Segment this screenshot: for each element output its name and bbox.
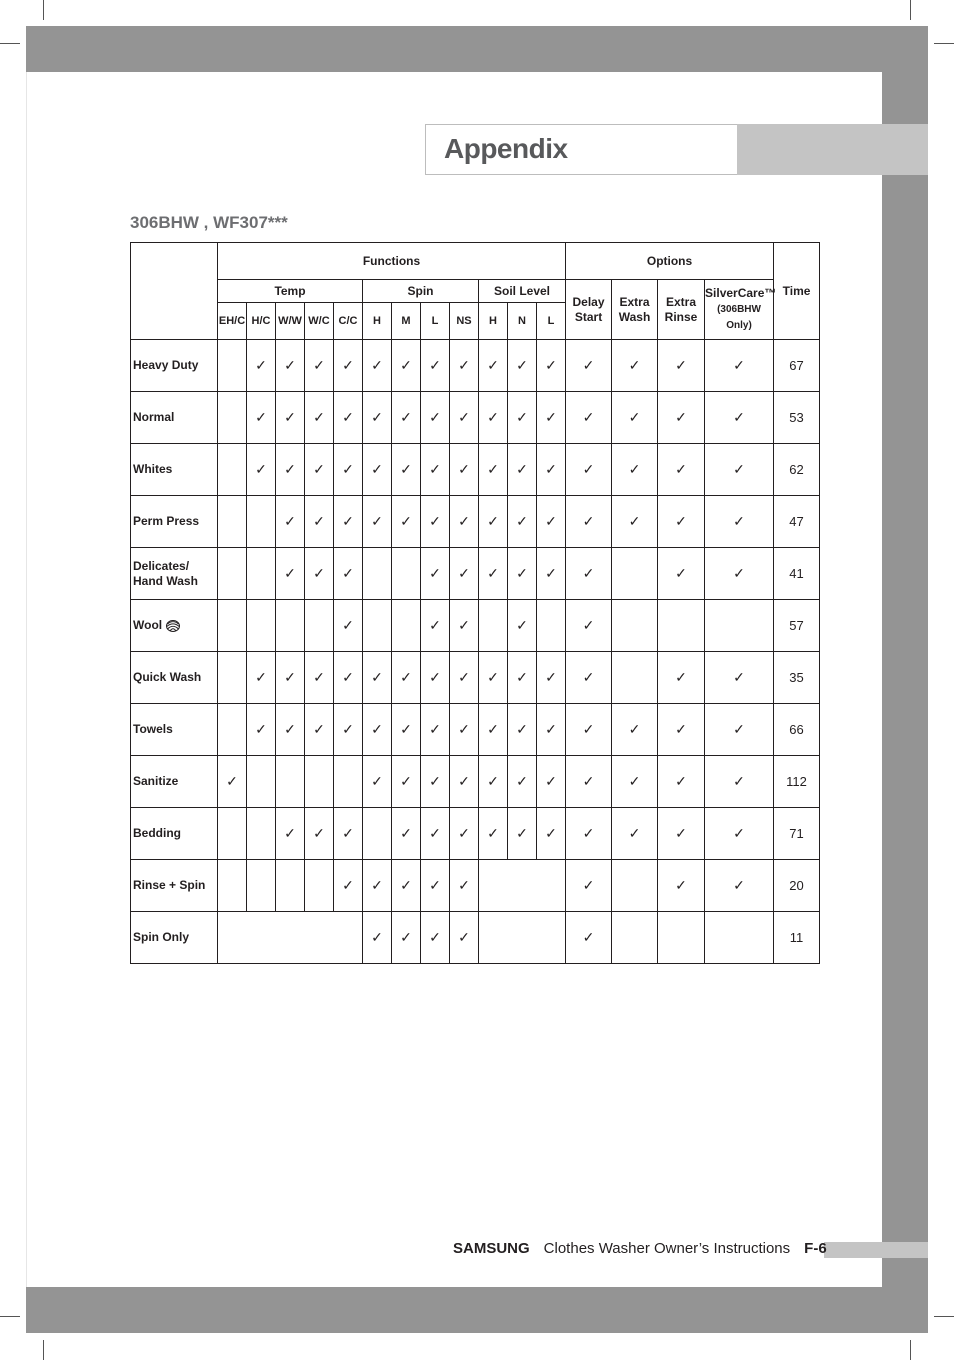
check-cell: ✓ <box>450 340 479 392</box>
check-cell: ✓ <box>363 652 392 704</box>
check-cell: ✓ <box>508 808 537 860</box>
check-cell: ✓ <box>421 392 450 444</box>
check-cell: ✓ <box>276 808 305 860</box>
corner-cell <box>131 243 218 340</box>
check-cell: ✓ <box>334 392 363 444</box>
check-cell: ✓ <box>612 340 658 392</box>
check-cell: ✓ <box>658 756 705 808</box>
empty-cell <box>218 704 247 756</box>
check-cell: ✓ <box>363 392 392 444</box>
cycle-time: 112 <box>774 756 820 808</box>
check-cell: ✓ <box>508 444 537 496</box>
col-soil-h: H <box>479 303 508 340</box>
check-cell: ✓ <box>218 756 247 808</box>
check-cell: ✓ <box>705 444 774 496</box>
check-cell: ✓ <box>508 496 537 548</box>
check-cell: ✓ <box>450 912 479 964</box>
check-cell: ✓ <box>450 860 479 912</box>
check-cell: ✓ <box>537 392 566 444</box>
check-cell: ✓ <box>450 496 479 548</box>
col-h-c: H/C <box>247 303 276 340</box>
header-tab <box>737 124 928 175</box>
empty-cell <box>392 600 421 652</box>
table-row <box>131 548 820 600</box>
page-title-box <box>425 124 737 175</box>
check-cell: ✓ <box>537 756 566 808</box>
check-cell: ✓ <box>247 444 276 496</box>
left-margin-line <box>26 72 27 1287</box>
empty-cell <box>612 548 658 600</box>
page-number: F-6 <box>804 1240 827 1257</box>
empty-cell <box>305 600 334 652</box>
check-cell: ✓ <box>392 808 421 860</box>
check-cell: ✓ <box>566 808 612 860</box>
table-row <box>131 756 820 808</box>
cycle-time: 41 <box>774 548 820 600</box>
check-cell: ✓ <box>392 340 421 392</box>
check-cell: ✓ <box>450 652 479 704</box>
options-header: Options <box>566 243 774 280</box>
cycle-time: 67 <box>774 340 820 392</box>
crop-mark <box>910 0 911 20</box>
empty-cell <box>612 652 658 704</box>
crop-mark <box>43 1340 44 1360</box>
empty-cell <box>247 496 276 548</box>
check-cell: ✓ <box>566 704 612 756</box>
empty-cell <box>705 600 774 652</box>
check-cell: ✓ <box>705 496 774 548</box>
check-cell: ✓ <box>421 808 450 860</box>
col-soil-l: L <box>537 303 566 340</box>
check-cell: ✓ <box>450 444 479 496</box>
check-cell: ✓ <box>276 392 305 444</box>
cycle-time: 66 <box>774 704 820 756</box>
check-cell: ✓ <box>508 392 537 444</box>
check-cell: ✓ <box>305 652 334 704</box>
check-cell: ✓ <box>305 392 334 444</box>
empty-cell <box>392 548 421 600</box>
check-cell: ✓ <box>566 912 612 964</box>
check-cell: ✓ <box>479 548 508 600</box>
check-cell: ✓ <box>658 860 705 912</box>
footer-tab <box>824 1242 928 1258</box>
check-cell: ✓ <box>421 912 450 964</box>
empty-cell <box>612 860 658 912</box>
cycle-rows <box>131 340 820 964</box>
check-cell: ✓ <box>537 548 566 600</box>
empty-cell <box>363 808 392 860</box>
check-cell: ✓ <box>566 392 612 444</box>
col-eh-c: EH/C <box>218 303 247 340</box>
check-cell: ✓ <box>705 340 774 392</box>
check-cell: ✓ <box>334 444 363 496</box>
check-cell: ✓ <box>705 704 774 756</box>
cycle-name: Bedding <box>131 808 218 860</box>
cycle-time: 35 <box>774 652 820 704</box>
empty-cell <box>247 756 276 808</box>
crop-mark <box>43 0 44 20</box>
cycle-name: Wool <box>131 600 218 652</box>
cycle-time: 53 <box>774 392 820 444</box>
col-soil-n: N <box>508 303 537 340</box>
wool-icon <box>165 619 181 633</box>
check-cell: ✓ <box>392 912 421 964</box>
cycle-name: Spin Only <box>131 912 218 964</box>
check-cell: ✓ <box>537 808 566 860</box>
check-cell: ✓ <box>305 340 334 392</box>
empty-cell <box>276 860 305 912</box>
check-cell: ✓ <box>421 756 450 808</box>
cycle-options-table <box>130 242 820 964</box>
table-row <box>131 600 820 652</box>
merged-cell <box>218 912 363 964</box>
time-header: Time <box>774 243 820 340</box>
check-cell: ✓ <box>421 444 450 496</box>
empty-cell <box>218 392 247 444</box>
empty-cell <box>247 808 276 860</box>
top-band <box>26 26 928 72</box>
table-row <box>131 704 820 756</box>
empty-cell <box>247 600 276 652</box>
check-cell: ✓ <box>276 652 305 704</box>
check-cell: ✓ <box>421 600 450 652</box>
check-cell: ✓ <box>612 444 658 496</box>
col-spin-h: H <box>363 303 392 340</box>
check-cell: ✓ <box>658 704 705 756</box>
extra-wash-header: Extra Wash <box>612 280 658 340</box>
check-cell: ✓ <box>305 444 334 496</box>
temp-header: Temp <box>218 280 363 303</box>
check-cell: ✓ <box>537 444 566 496</box>
check-cell: ✓ <box>479 392 508 444</box>
cycle-time: 62 <box>774 444 820 496</box>
check-cell: ✓ <box>658 444 705 496</box>
empty-cell <box>218 600 247 652</box>
check-cell: ✓ <box>537 340 566 392</box>
check-cell: ✓ <box>363 496 392 548</box>
check-cell: ✓ <box>450 392 479 444</box>
check-cell: ✓ <box>247 704 276 756</box>
cycle-time: 57 <box>774 600 820 652</box>
cycle-name: Heavy Duty <box>131 340 218 392</box>
crop-mark <box>0 43 20 44</box>
check-cell: ✓ <box>566 444 612 496</box>
check-cell: ✓ <box>566 340 612 392</box>
check-cell: ✓ <box>705 860 774 912</box>
col-w-w: W/W <box>276 303 305 340</box>
cycle-name: Perm Press <box>131 496 218 548</box>
empty-cell <box>247 860 276 912</box>
col-spin-l: L <box>421 303 450 340</box>
check-cell: ✓ <box>334 860 363 912</box>
check-cell: ✓ <box>305 496 334 548</box>
empty-cell <box>479 600 508 652</box>
col-spin-ns: NS <box>450 303 479 340</box>
empty-cell <box>218 548 247 600</box>
check-cell: ✓ <box>566 860 612 912</box>
check-cell: ✓ <box>334 808 363 860</box>
check-cell: ✓ <box>334 704 363 756</box>
check-cell: ✓ <box>421 860 450 912</box>
empty-cell <box>218 444 247 496</box>
check-cell: ✓ <box>305 548 334 600</box>
cycle-name: Whites <box>131 444 218 496</box>
check-cell: ✓ <box>450 704 479 756</box>
check-cell: ✓ <box>479 756 508 808</box>
cycle-time: 11 <box>774 912 820 964</box>
spin-header: Spin <box>363 280 479 303</box>
table-row <box>131 912 820 964</box>
check-cell: ✓ <box>612 756 658 808</box>
check-cell: ✓ <box>537 496 566 548</box>
check-cell: ✓ <box>247 392 276 444</box>
check-cell: ✓ <box>334 548 363 600</box>
check-cell: ✓ <box>276 704 305 756</box>
check-cell: ✓ <box>658 392 705 444</box>
table-row <box>131 496 820 548</box>
check-cell: ✓ <box>276 496 305 548</box>
empty-cell <box>218 340 247 392</box>
cycle-name: Sanitize <box>131 756 218 808</box>
check-cell: ✓ <box>705 756 774 808</box>
check-cell: ✓ <box>363 444 392 496</box>
check-cell: ✓ <box>421 652 450 704</box>
crop-mark <box>934 1316 954 1317</box>
check-cell: ✓ <box>566 548 612 600</box>
check-cell: ✓ <box>450 600 479 652</box>
empty-cell <box>276 600 305 652</box>
check-cell: ✓ <box>508 652 537 704</box>
check-cell: ✓ <box>612 808 658 860</box>
check-cell: ✓ <box>392 444 421 496</box>
merged-cell <box>479 912 566 964</box>
check-cell: ✓ <box>479 704 508 756</box>
merged-cell <box>479 860 566 912</box>
cycle-time: 71 <box>774 808 820 860</box>
check-cell: ✓ <box>392 392 421 444</box>
check-cell: ✓ <box>363 860 392 912</box>
check-cell: ✓ <box>363 912 392 964</box>
check-cell: ✓ <box>363 704 392 756</box>
check-cell: ✓ <box>450 756 479 808</box>
check-cell: ✓ <box>479 444 508 496</box>
check-cell: ✓ <box>612 392 658 444</box>
functions-header: Functions <box>218 243 566 280</box>
table-row <box>131 860 820 912</box>
crop-mark <box>0 1316 20 1317</box>
check-cell: ✓ <box>479 808 508 860</box>
empty-cell <box>247 548 276 600</box>
check-cell: ✓ <box>508 704 537 756</box>
check-cell: ✓ <box>537 652 566 704</box>
check-cell: ✓ <box>705 652 774 704</box>
check-cell: ✓ <box>566 496 612 548</box>
table-row <box>131 808 820 860</box>
empty-cell <box>218 860 247 912</box>
check-cell: ✓ <box>334 600 363 652</box>
empty-cell <box>612 600 658 652</box>
empty-cell <box>218 808 247 860</box>
empty-cell <box>363 548 392 600</box>
page-footer <box>453 1240 827 1257</box>
empty-cell <box>658 600 705 652</box>
check-cell: ✓ <box>658 548 705 600</box>
empty-cell <box>218 652 247 704</box>
empty-cell <box>218 496 247 548</box>
table-row <box>131 340 820 392</box>
check-cell: ✓ <box>658 652 705 704</box>
check-cell: ✓ <box>421 704 450 756</box>
col-w-c: W/C <box>305 303 334 340</box>
check-cell: ✓ <box>508 548 537 600</box>
empty-cell <box>537 600 566 652</box>
check-cell: ✓ <box>450 548 479 600</box>
check-cell: ✓ <box>392 496 421 548</box>
check-cell: ✓ <box>566 756 612 808</box>
check-cell: ✓ <box>566 600 612 652</box>
check-cell: ✓ <box>276 444 305 496</box>
check-cell: ✓ <box>508 600 537 652</box>
check-cell: ✓ <box>479 652 508 704</box>
empty-cell <box>705 912 774 964</box>
delay-start-header: Delay Start <box>566 280 612 340</box>
check-cell: ✓ <box>305 808 334 860</box>
check-cell: ✓ <box>334 652 363 704</box>
footer-text: Clothes Washer Owner’s Instructions <box>543 1240 791 1257</box>
cycle-name: Normal <box>131 392 218 444</box>
check-cell: ✓ <box>334 340 363 392</box>
page-title: Appendix <box>444 133 568 164</box>
check-cell: ✓ <box>421 548 450 600</box>
cycle-time: 20 <box>774 860 820 912</box>
col-spin-m: M <box>392 303 421 340</box>
bottom-band <box>26 1287 928 1333</box>
check-cell: ✓ <box>450 808 479 860</box>
cycle-name: Delicates/ Hand Wash <box>131 548 218 600</box>
empty-cell <box>658 912 705 964</box>
check-cell: ✓ <box>658 808 705 860</box>
check-cell: ✓ <box>566 652 612 704</box>
empty-cell <box>334 756 363 808</box>
check-cell: ✓ <box>276 340 305 392</box>
extra-rinse-header: Extra Rinse <box>658 280 705 340</box>
check-cell: ✓ <box>479 340 508 392</box>
soil-level-header: Soil Level <box>479 280 566 303</box>
empty-cell <box>305 756 334 808</box>
check-cell: ✓ <box>658 340 705 392</box>
empty-cell <box>363 600 392 652</box>
check-cell: ✓ <box>392 756 421 808</box>
model-heading: 306BHW , WF307*** <box>130 213 288 232</box>
empty-cell <box>276 756 305 808</box>
cycle-time: 47 <box>774 496 820 548</box>
cycle-name: Rinse + Spin <box>131 860 218 912</box>
check-cell: ✓ <box>392 704 421 756</box>
right-band <box>882 26 928 1333</box>
silvercare-header: SilverCare™ (306BHW Only) <box>705 280 774 340</box>
check-cell: ✓ <box>612 704 658 756</box>
check-cell: ✓ <box>421 340 450 392</box>
check-cell: ✓ <box>276 548 305 600</box>
check-cell: ✓ <box>247 340 276 392</box>
cycle-name: Quick Wash <box>131 652 218 704</box>
table-row <box>131 444 820 496</box>
check-cell: ✓ <box>247 652 276 704</box>
check-cell: ✓ <box>392 652 421 704</box>
check-cell: ✓ <box>508 756 537 808</box>
check-cell: ✓ <box>705 548 774 600</box>
check-cell: ✓ <box>305 704 334 756</box>
check-cell: ✓ <box>421 496 450 548</box>
check-cell: ✓ <box>363 340 392 392</box>
cycle-name: Towels <box>131 704 218 756</box>
empty-cell <box>612 912 658 964</box>
check-cell: ✓ <box>508 340 537 392</box>
check-cell: ✓ <box>705 392 774 444</box>
check-cell: ✓ <box>334 496 363 548</box>
check-cell: ✓ <box>537 704 566 756</box>
col-c-c: C/C <box>334 303 363 340</box>
crop-mark <box>934 43 954 44</box>
table-row <box>131 392 820 444</box>
empty-cell <box>305 860 334 912</box>
table-row <box>131 652 820 704</box>
check-cell: ✓ <box>479 496 508 548</box>
check-cell: ✓ <box>392 860 421 912</box>
crop-mark <box>910 1340 911 1360</box>
check-cell: ✓ <box>612 496 658 548</box>
footer-brand: SAMSUNG <box>453 1240 530 1257</box>
check-cell: ✓ <box>705 808 774 860</box>
check-cell: ✓ <box>658 496 705 548</box>
check-cell: ✓ <box>363 756 392 808</box>
